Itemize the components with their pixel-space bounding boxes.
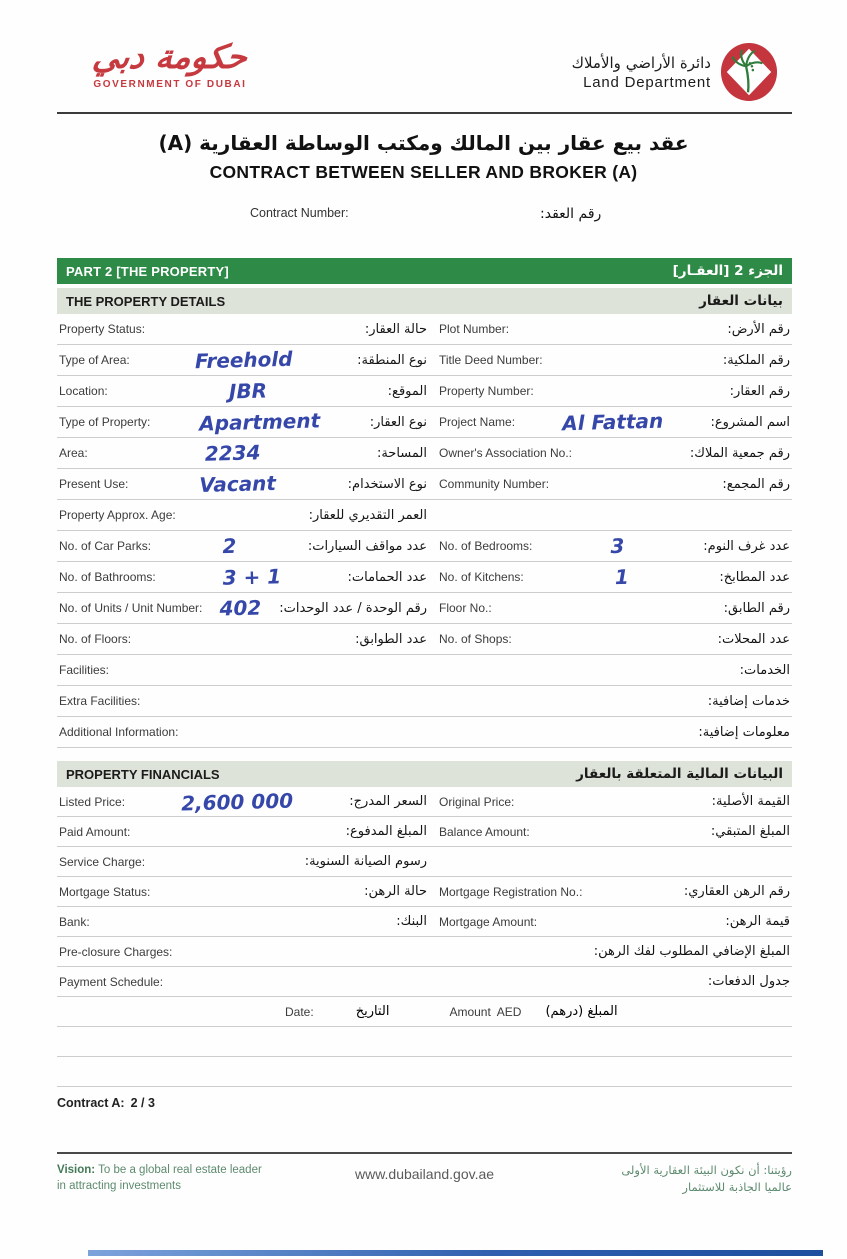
row-half [439,824,790,839]
form-row [57,787,792,817]
form-row [57,717,792,748]
form-row [57,997,792,1027]
document-title [0,131,847,183]
handwritten-value [145,859,305,863]
property-financials-section [57,761,792,1087]
field-label-ar: نوع الاستخدام: [347,476,427,492]
property-financials-rows [57,787,792,1087]
form-row [57,345,792,376]
handwritten-value [90,917,396,925]
vision-label: Vision: [57,1164,96,1176]
handwritten-value [509,326,727,332]
field-label-en: No. of Bathrooms: [59,570,156,584]
row-half [439,410,790,434]
row-half [59,379,439,403]
vision-statement-en [57,1162,287,1194]
page-footer [57,1162,792,1196]
schedule-amount-label-ar: المبلغ (درهم) [545,1004,618,1019]
field-label-en: Type of Property: [59,415,151,429]
field-label-ar: رقم الأرض: [727,321,790,337]
row-half [59,472,439,496]
vision-text-line2: in attracting investments [57,1180,182,1192]
row-half [59,565,439,589]
form-row [57,438,792,469]
field-label-en: Balance Amount: [439,824,530,839]
row-half [59,790,439,814]
vision-statement-ar [562,1162,792,1196]
field-label-ar: السعر المدرج: [349,794,427,809]
field-label-ar: اسم المشروع: [710,414,790,430]
field-label-ar: معلومات إضافية: [698,724,790,740]
form-row [57,686,792,717]
field-label-en: Additional Information: [59,725,179,739]
handwritten-value: 3 + 1 [222,564,282,590]
section-title-ar: بيانات العقار [699,293,783,309]
row-half [59,534,439,558]
property-financials-header [57,761,792,787]
field-label-en: Pre-closure Charges: [59,944,173,959]
handwritten-value: 2,600 000 [180,788,294,815]
form-row [57,655,792,686]
row-half [439,353,790,368]
row-half [439,884,790,899]
row-half [59,322,439,337]
field-label-en: Property Status: [59,322,146,336]
land-department-label [572,54,711,91]
footer-divider [57,1152,792,1154]
property-form [57,258,792,1087]
field-label-en: No. of Car Parks: [59,539,152,553]
contract-number-label-en: Contract Number: [250,206,349,220]
field-label-ar: العمر التقديري للعقار: [308,507,427,523]
contract-number-row [57,206,792,226]
handwritten-value [131,636,355,642]
schedule-date-label-en: Date: [285,1004,314,1019]
page-number-value: 2 / 3 [130,1096,155,1110]
row-half [59,854,439,869]
part2-title-ar: الجزء 2 [العقـار] [672,263,783,279]
row-half [439,446,790,461]
field-label-ar: المبلغ المدفوع: [345,824,427,839]
row-half [59,914,439,929]
form-row [57,562,792,593]
field-label-en: Payment Schedule: [59,974,164,989]
form-row [57,593,792,624]
field-label-ar: المساحة: [376,445,427,461]
handwritten-value [530,829,711,834]
field-label-ar: المبلغ الإضافي المطلوب لفك الرهن: [593,944,790,959]
field-label-ar: رسوم الصيانة السنوية: [304,854,427,869]
handwritten-value: 1 [614,564,629,590]
row-half [439,322,790,337]
vision-text-line1: To be a global real estate leader [98,1164,262,1176]
handwritten-value: Vacant [199,471,277,497]
form-row [57,407,792,438]
field-label-en: Facilities: [59,663,110,677]
handwritten-value: 2234 [204,440,261,466]
row-half [439,384,790,399]
handwritten-value [130,829,345,835]
field-label-ar: حالة العقار: [364,321,427,337]
row-half [59,441,439,465]
handwritten-value [145,326,365,332]
handwritten-value: JBR [228,378,268,404]
section-title-ar: البيانات المالية المتعلقة بالعقار [576,766,783,782]
field-label-en: Owner's Association No.: [439,446,573,460]
field-label-en: No. of Shops: [439,632,512,646]
form-row [57,314,792,345]
government-of-dubai-label: GOVERNMENT OF DUBAI [93,79,247,90]
row-half [59,884,439,899]
field-label-en: Mortgage Registration No.: [439,884,583,899]
field-label-en: Plot Number: [439,322,510,336]
form-row [57,877,792,907]
part2-banner [57,258,792,284]
field-label-ar: القيمة الأصلية: [711,794,790,809]
field-label-ar: حالة الرهن: [364,884,427,899]
field-label-en: Original Price: [439,794,515,809]
field-label-en: Bank: [59,914,90,929]
field-label-en: Mortgage Amount: [439,914,538,929]
handwritten-value: 402 [219,595,262,621]
schedule-amount-label-en: Amount AED [449,1004,522,1019]
handwritten-value [176,513,309,516]
handwritten-value [150,889,364,895]
header-divider [57,112,792,114]
field-label-ar: نوع المنطقة: [357,352,427,368]
field-label-ar: قيمة الرهن: [725,914,790,929]
land-department-arabic: دائرة الأراضي والأملاك [571,53,711,72]
row-half [439,565,790,589]
property-details-section [57,288,792,748]
field-label-en: Property Approx. Age: [59,508,176,522]
field-label-en: Area: [59,446,88,460]
field-label-en: Type of Area: [59,353,130,367]
form-row [57,937,792,967]
field-label-ar: عدد مواقف السيارات: [307,538,427,554]
land-department-english: Land Department [583,73,711,91]
form-row [57,967,792,997]
bottom-blue-bar [88,1250,823,1256]
form-row [57,469,792,500]
row-half [59,596,439,620]
field-label-en: No. of Units / Unit Number: [59,601,203,615]
row-half [59,410,439,434]
handwritten-value [492,605,724,611]
empty-row [57,1057,792,1087]
field-label-ar: عدد الطوابق: [355,631,427,647]
property-details-rows [57,314,792,748]
page-header [57,38,792,112]
field-label-ar: الخدمات: [739,662,790,678]
schedule-date-label-ar: التاريخ [355,1004,390,1019]
section-title-en: THE PROPERTY DETAILS [66,293,226,309]
field-label-en: No. of Floors: [59,632,132,646]
handwritten-value [549,482,722,487]
form-row [57,907,792,937]
contract-number-label-ar: رقم العقد: [540,206,602,222]
field-label-en: Community Number: [439,477,550,491]
field-label-ar: عدد المحلات: [717,631,790,647]
field-label-ar: رقم الرهن العقاري: [683,884,790,899]
land-department-logo [572,42,778,102]
part2-title-en: PART 2 [THE PROPERTY] [66,263,229,279]
field-label-ar: نوع العقار: [369,414,427,430]
handwritten-value: 2 [222,533,237,559]
row-half [439,534,790,558]
title-english: CONTRACT BETWEEN SELLER AND BROKER (A) [209,162,638,182]
vision-ar-line1: رؤيتنا: أن نكون البيئة العقارية الأولى [621,1163,792,1177]
field-label-en: No. of Kitchens: [439,570,524,584]
field-label-ar: المبلغ المتبقي: [710,824,790,839]
field-label-en: Mortgage Status: [59,884,151,899]
field-label-ar: الموقع: [387,383,427,399]
field-label-ar: رقم الوحدة / عدد الوحدات: [279,600,427,616]
field-label-ar: البنك: [396,914,427,929]
field-label-en: Listed Price: [59,794,126,809]
row-half [439,477,790,492]
field-label-ar: عدد غرف النوم: [703,538,790,554]
field-label-en: No. of Bedrooms: [439,539,533,553]
field-label-ar: رقم جمعية الملاك: [689,445,790,461]
dubai-calligraphy-logo: حكومة دبي [90,37,250,76]
property-details-header [57,288,792,314]
field-label-en: Paid Amount: [59,824,131,839]
handwritten-value [572,451,690,454]
row-half [439,632,790,647]
handwritten-value [537,919,725,924]
field-label-en: Project Name: [439,415,516,429]
form-row [57,817,792,847]
section-title-en: PROPERTY FINANCIALS [66,766,220,782]
title-arabic: عقد بيع عقار بين المالك ومكتب الوساطة العقارية (A) [158,131,689,155]
handwritten-value: 3 [610,533,626,559]
field-label-en: Present Use: [59,477,129,491]
form-row [57,624,792,655]
page-number [57,1096,161,1110]
field-label-ar: رقم الطابق: [723,600,790,616]
field-label-en: Floor No.: [439,601,492,615]
field-label-ar: عدد المطابخ: [719,569,790,585]
form-row [57,531,792,562]
field-label-en: Title Deed Number: [439,353,543,367]
handwritten-value: Freehold [194,346,293,374]
row-half [59,348,439,372]
form-row [57,500,792,531]
handwritten-value [534,388,730,393]
field-label-ar: رقم الملكية: [722,352,790,368]
website-url: www.dubailand.gov.ae [354,1166,495,1182]
row-half [59,508,439,523]
row-half [439,794,790,809]
handwritten-value: Al Fattan [561,408,664,436]
field-label-en: Location: [59,384,108,398]
handwritten-value [514,799,711,804]
government-of-dubai-logo [90,37,250,90]
land-department-emblem-icon [720,42,778,102]
field-label-ar: رقم المجمع: [722,476,790,492]
field-label-en: Property Number: [439,384,534,398]
form-row [57,847,792,877]
field-label-en: Extra Facilities: [59,694,141,708]
handwritten-value [582,890,683,893]
field-label-ar: رقم العقار: [729,383,790,399]
vision-ar-line2: عالميا الجاذبة للاستثمار [682,1180,792,1194]
handwritten-value: Apartment [199,408,321,436]
row-half [439,914,790,929]
row-half [59,824,439,839]
empty-row [57,1027,792,1057]
field-label-ar: جدول الدفعات: [707,974,790,989]
page-number-label: Contract A: [57,1096,125,1110]
row-half [59,632,439,647]
field-label-ar: خدمات إضافية: [707,693,790,709]
handwritten-value [543,358,723,363]
row-half [439,601,790,616]
field-label-en: Service Charge: [59,854,146,869]
form-row [57,376,792,407]
field-label-ar: عدد الحمامات: [347,569,427,585]
handwritten-value [512,636,718,641]
